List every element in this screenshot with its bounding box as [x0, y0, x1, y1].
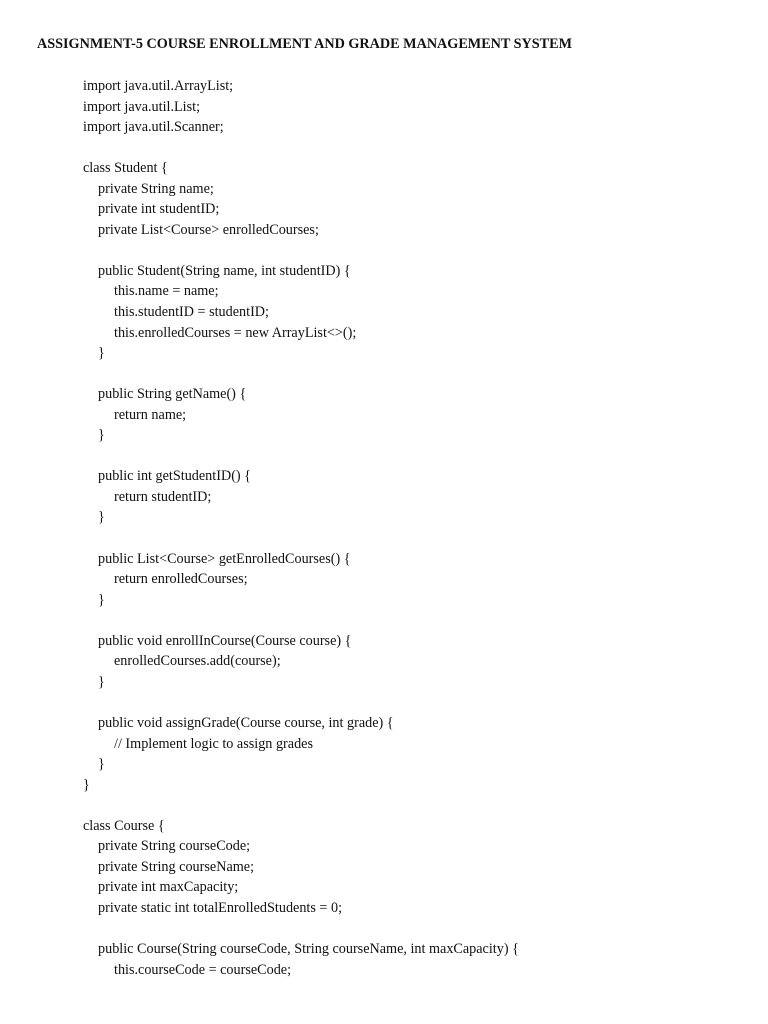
code-listing [83, 76, 743, 980]
code-line: private String courseName; [98, 858, 255, 875]
code-line: this.name = name; [114, 283, 219, 300]
code-line: this.enrolledCourses = new ArrayList<>(); [114, 324, 357, 341]
code-line: } [83, 776, 90, 793]
code-line: private List<Course> enrolledCourses; [98, 221, 319, 238]
code-line: private int studentID; [98, 201, 220, 218]
code-line: return studentID; [114, 488, 212, 505]
code-line: // Implement logic to assign grades [114, 735, 313, 752]
code-line: } [98, 756, 105, 773]
page-title: ASSIGNMENT-5 COURSE ENROLLMENT AND GRADE MANAGEMENT SYSTEM [37, 36, 573, 52]
blank-line [83, 795, 743, 816]
code-line: class Student { [83, 160, 168, 177]
code-line: return name; [114, 406, 187, 423]
code-line: import java.util.List; [83, 98, 201, 115]
code-line: public void enrollInCourse(Course course) { [98, 632, 352, 649]
blank-line [83, 692, 743, 713]
blank-line [83, 918, 743, 939]
blank-line [83, 364, 743, 385]
blank-line [83, 446, 743, 467]
code-line: private String name; [98, 180, 214, 197]
blank-line [83, 610, 743, 631]
blank-line [83, 138, 743, 159]
code-line: } [98, 673, 105, 690]
code-line: public void assignGrade(Course course, int grade) { [98, 714, 394, 731]
code-line: private String courseCode; [98, 838, 251, 855]
code-line: import java.util.ArrayList; [83, 78, 234, 94]
code-line: enrolledCourses.add(course); [114, 653, 281, 670]
code-line: public int getStudentID() { [98, 468, 251, 485]
blank-line [83, 528, 743, 549]
code-line: public String getName() { [98, 386, 247, 403]
code-line: class Course { [83, 817, 165, 834]
code-line: private int maxCapacity; [98, 879, 239, 896]
code-line: private static int totalEnrolledStudents = 0; [98, 899, 343, 916]
code-line: public Course(String courseCode, String courseName, int maxCapacity) { [98, 940, 519, 957]
blank-line [83, 240, 743, 261]
code-line: import java.util.Scanner; [83, 119, 224, 136]
code-line: this.courseCode = courseCode; [114, 961, 292, 978]
code-line: } [98, 427, 105, 444]
code-line: } [98, 345, 105, 362]
code-line: public List<Course> getEnrolledCourses() { [98, 550, 351, 567]
code-line: this.studentID = studentID; [114, 304, 269, 321]
code-line: } [98, 509, 105, 526]
code-line: public Student(String name, int studentID) { [98, 262, 351, 279]
code-line: } [98, 591, 105, 608]
code-line: return enrolledCourses; [114, 571, 248, 588]
